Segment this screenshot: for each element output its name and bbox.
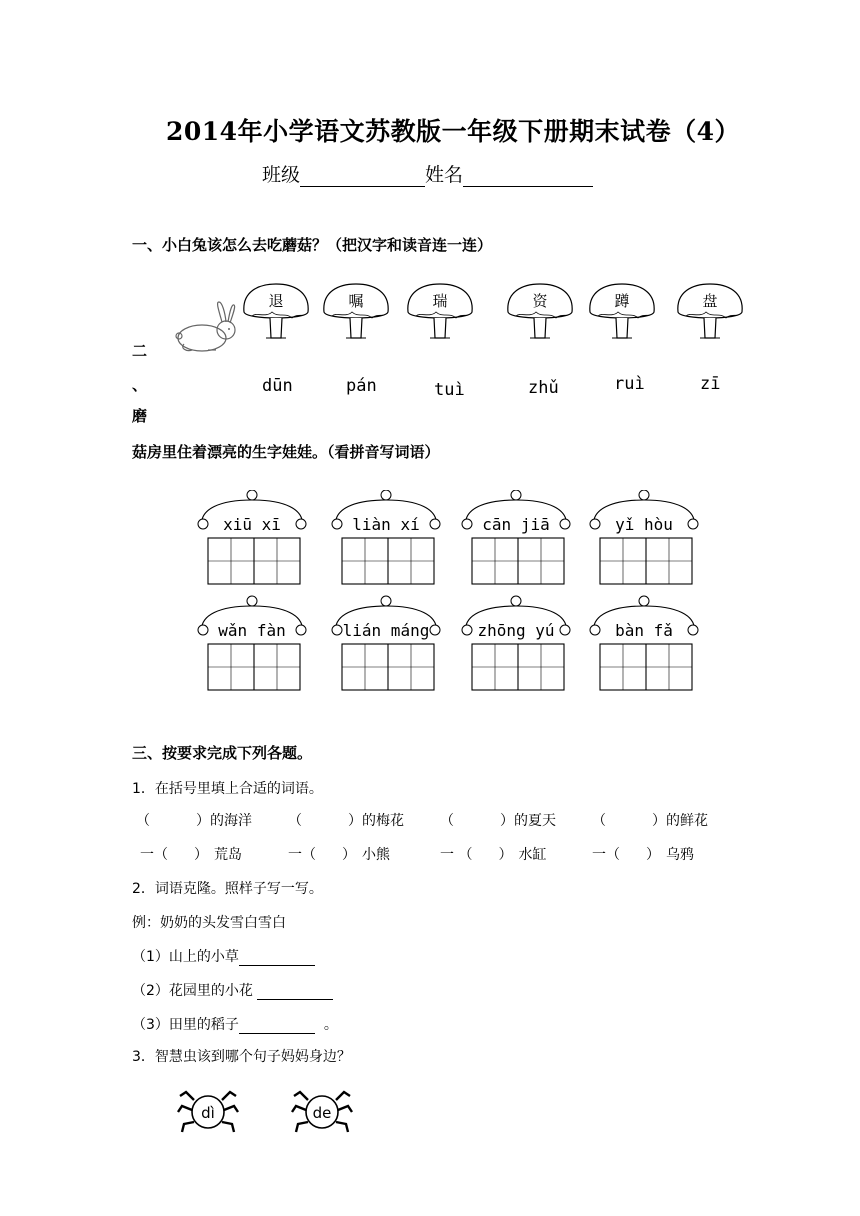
- pinyin-5[interactable]: ruì: [614, 374, 645, 394]
- card-pinyin: lián máng: [342, 621, 430, 640]
- bug-2[interactable]: [292, 1092, 352, 1132]
- card-pinyin: wǎn fàn: [218, 621, 286, 640]
- class-field[interactable]: [300, 164, 425, 187]
- fill-row-2-4: 一（ ） 乌鸦: [592, 847, 694, 863]
- pinyin-1[interactable]: dūn: [262, 376, 293, 396]
- bug-pinyin: dì: [201, 1104, 215, 1122]
- fill-row-1-4: （ ）的鲜花: [592, 813, 708, 829]
- section2-prefix-1: 二: [132, 342, 148, 360]
- item-3: （3）田里的稻子 。: [132, 1017, 338, 1033]
- card-2[interactable]: [332, 490, 440, 584]
- card-8[interactable]: [590, 596, 698, 690]
- class-name-line: [262, 160, 593, 187]
- section2-prefix-3: 磨: [132, 407, 148, 425]
- pinyin-2[interactable]: pán: [346, 376, 377, 396]
- card-pinyin: liàn xí: [352, 515, 420, 534]
- name-label: 姓名: [425, 164, 464, 186]
- mushroom-char: 退: [268, 292, 284, 310]
- page-title: 2014年小学语文苏教版一年级下册期末试卷（4）: [166, 117, 740, 146]
- rabbit-icon: [172, 300, 244, 356]
- mushroom-3[interactable]: [408, 284, 472, 338]
- fill-row-2-3: 一 （ ） 水缸: [440, 847, 547, 863]
- mushroom-4[interactable]: [508, 284, 572, 338]
- fill-row-2-2: 一（ ） 小熊: [288, 847, 390, 863]
- mushroom-6[interactable]: [678, 284, 742, 338]
- fill-row-2-1: 一（ ） 荒岛: [140, 847, 242, 863]
- class-label: 班级: [262, 164, 301, 186]
- card-1[interactable]: [198, 490, 306, 584]
- example-text: 例：奶奶的头发雪白雪白: [132, 915, 286, 931]
- q2-text: 2．词语克隆。照样子写一写。: [132, 881, 323, 897]
- mushroom-5[interactable]: [590, 284, 654, 338]
- item-1: （1）山上的小草: [132, 946, 315, 966]
- pinyin-6[interactable]: zī: [700, 374, 721, 394]
- mushroom-row: [236, 282, 756, 346]
- mushroom-char: 嘱: [348, 292, 364, 310]
- fill-row-1-3: （ ）的夏天: [440, 813, 556, 829]
- section2-prefix-2: 、: [132, 376, 148, 394]
- section3-heading: 三、按要求完成下列各题。: [132, 744, 313, 762]
- q1-text: 1．在括号里填上合适的词语。: [132, 781, 323, 797]
- item-2-blank[interactable]: [257, 983, 333, 1000]
- pinyin-3[interactable]: tuì: [434, 380, 465, 400]
- section1-heading: 一、小白兔该怎么去吃蘑菇？（把汉字和读音连一连）: [132, 236, 493, 254]
- section2-heading: 菇房里住着漂亮的生字娃娃。（看拼音写词语）: [132, 443, 440, 461]
- card-pinyin: cān jiā: [482, 515, 550, 534]
- item-3-blank[interactable]: [239, 1017, 315, 1034]
- mushroom-char: 蹲: [614, 292, 630, 310]
- card-pinyin: zhōng yú: [477, 621, 555, 640]
- card-6[interactable]: [332, 596, 440, 690]
- card-grid: [196, 490, 716, 700]
- card-5[interactable]: [198, 596, 306, 690]
- fill-row-1-2: （ ）的梅花: [288, 813, 404, 829]
- card-4[interactable]: [590, 490, 698, 584]
- bug-pinyin: de: [312, 1104, 332, 1122]
- item-2: （2）花园里的小花: [132, 980, 333, 1000]
- card-pinyin: xiū xī: [223, 515, 281, 534]
- mushroom-char: 盘: [702, 292, 718, 310]
- bug-row: [176, 1086, 376, 1138]
- fill-row-1-1: （ ）的海洋: [136, 813, 252, 829]
- mushroom-char: 瑞: [432, 292, 448, 310]
- card-pinyin: bàn fǎ: [615, 621, 673, 640]
- item-1-blank[interactable]: [239, 949, 315, 966]
- q3-text: 3．智慧虫该到哪个句子妈妈身边？: [132, 1049, 351, 1065]
- bug-1[interactable]: [178, 1092, 238, 1132]
- name-field[interactable]: [463, 164, 593, 187]
- mushroom-char: 资: [532, 292, 548, 310]
- mushroom-1[interactable]: [244, 284, 308, 338]
- card-pinyin: yǐ hòu: [615, 515, 673, 534]
- pinyin-4[interactable]: zhǔ: [528, 378, 559, 398]
- mushroom-2[interactable]: [324, 284, 388, 338]
- card-3[interactable]: [462, 490, 570, 584]
- card-7[interactable]: [462, 596, 570, 690]
